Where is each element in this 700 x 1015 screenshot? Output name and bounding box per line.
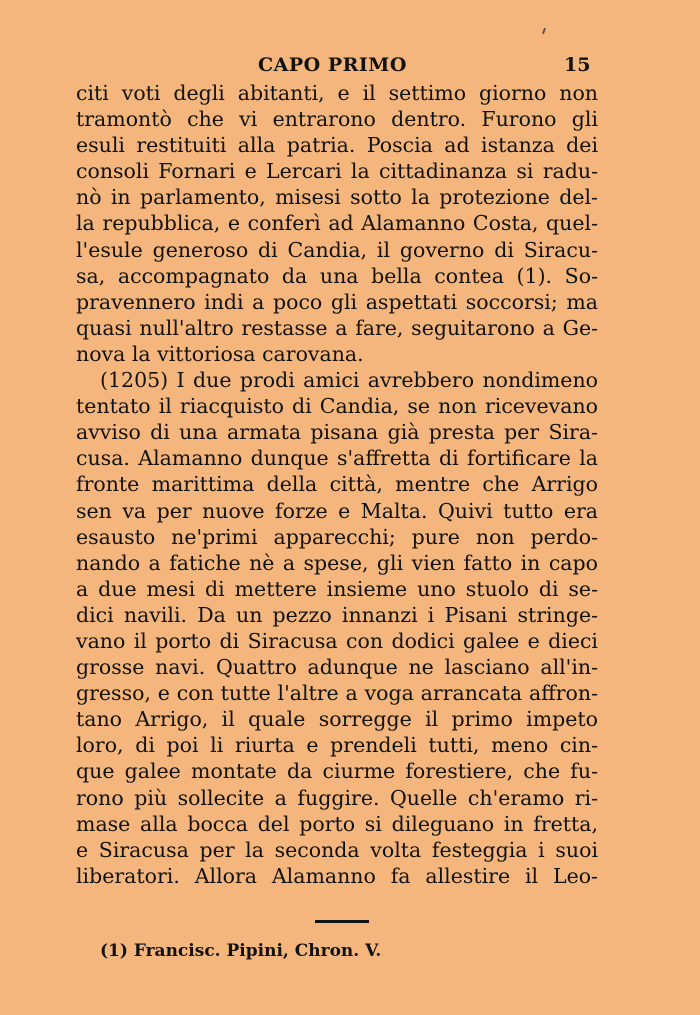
paper-speck	[542, 28, 546, 34]
text-line: pravennero indi a poco gli aspettati soccorsi; ma	[76, 289, 598, 314]
text-line: tano Arrigo, il quale sorregge il primo impeto	[76, 707, 598, 732]
page-number: 15	[564, 54, 591, 76]
text-line: que galee montate da ciurme forestiere, che fu-	[76, 759, 598, 784]
text-line: esausto ne'primi apparecchi; pure non perdo-	[76, 524, 598, 549]
text-line: cusa. Alamanno dunque s'affretta di fortificare la	[76, 446, 598, 471]
text-line: grosse navi. Quattro adunque ne lasciano all'in-	[76, 655, 598, 680]
text-line: avviso di una armata pisana già presta per Sira-	[76, 420, 598, 445]
text-line: a due mesi di mettere insieme uno stuolo di se-	[76, 576, 598, 601]
text-line: nò in parlamento, misesi sotto la protezione del-	[76, 185, 598, 210]
text-line: nova la vittoriosa carovana.	[76, 341, 364, 366]
text-line: gresso, e con tutte l'altre a voga arrancata affron-	[76, 681, 598, 706]
text-line: consoli Fornari e Lercari la cittadinanza si radu-	[76, 159, 598, 184]
text-line: citi voti degli abitanti, e il settimo giorno non	[76, 81, 598, 105]
text-line: dici navili. Da un pezzo innanzi i Pisani stringe-	[76, 602, 598, 627]
text-line: liberatori. Allora Alamanno fa allestire il Leo-	[76, 863, 598, 888]
text-line: nando a fatiche nè a spese, gli vien fatto in capo	[76, 550, 598, 575]
text-line: tentato il riacquisto di Candia, se non ricevevano	[76, 394, 598, 419]
footnote: (1) Francisc. Pipini, Chron. V.	[100, 941, 382, 961]
text-line: tramontò che vi entrarono dentro. Furono gli	[76, 107, 598, 132]
text-line: l'esule generoso di Candia, il governo di Siracu-	[76, 237, 598, 262]
text-line: sen va per nuove forze e Malta. Quivi tutto era	[76, 498, 598, 523]
running-title: CAPO PRIMO	[258, 54, 407, 76]
text-line: loro, di poi li riurta e prendeli tutti, meno cin-	[76, 733, 598, 758]
text-line: vano il porto di Siracusa con dodici galee e dieci	[76, 628, 598, 653]
footnote-rule	[315, 920, 369, 923]
text-line: rono più sollecite a fuggire. Quelle ch'eramo ri-	[76, 785, 598, 810]
text-line: sa, accompagnato da una bella contea (1). So-	[76, 263, 598, 288]
text-line: e Siracusa per la seconda volta festeggia i suoi	[76, 837, 598, 862]
text-line: mase alla bocca del porto si dileguano in fretta,	[76, 811, 598, 836]
text-line: quasi null'altro restasse a fare, seguitarono a Ge-	[76, 315, 598, 340]
text-line: esuli restituiti alla patria. Poscia ad istanza dei	[76, 133, 598, 158]
text-line: la repubblica, e conferì ad Alamanno Costa, quel-	[76, 211, 598, 236]
text-line: fronte marittima della città, mentre che Arrigo	[76, 472, 598, 497]
text-line: (1205) I due prodi amici avrebbero nondimeno	[100, 368, 598, 393]
body-text	[76, 80, 598, 889]
running-head	[0, 54, 700, 80]
